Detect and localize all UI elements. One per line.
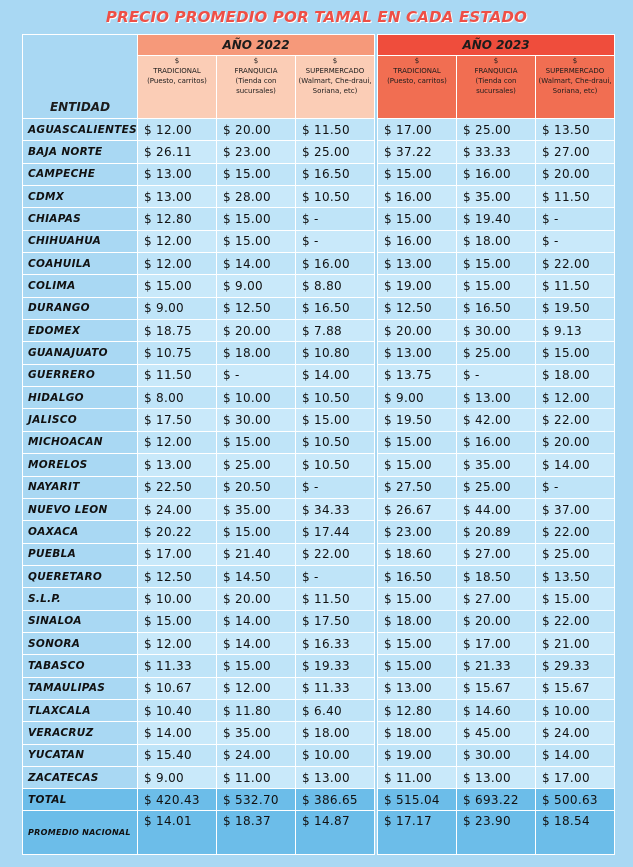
subheader-detail: (Tienda con sucursales) bbox=[235, 77, 277, 95]
price-cell: $ - bbox=[217, 364, 296, 386]
price-cell: $ 15.00 bbox=[378, 588, 457, 610]
price-cell: $ 16.50 bbox=[457, 297, 536, 319]
subheader-2023-2 bbox=[536, 56, 615, 119]
subheader-detail: (Walmart, Che-draui, Soriana, etc) bbox=[298, 77, 372, 95]
table-row bbox=[23, 722, 615, 744]
total-cell: $ 693.22 bbox=[457, 789, 536, 811]
price-cell: $ - bbox=[296, 208, 375, 230]
price-cell: $ 14.60 bbox=[457, 699, 536, 721]
entity-name: JALISCO bbox=[23, 409, 138, 431]
national-average-cell: $ 14.87 bbox=[296, 811, 375, 855]
price-cell: $ 14.00 bbox=[296, 364, 375, 386]
entity-name: SONORA bbox=[23, 632, 138, 654]
price-cell: $ 15.00 bbox=[217, 431, 296, 453]
price-cell: $ 21.40 bbox=[217, 543, 296, 565]
table-row bbox=[23, 253, 615, 275]
entity-name: YUCATAN bbox=[23, 744, 138, 766]
price-cell: $ 18.00 bbox=[378, 610, 457, 632]
price-cell: $ 19.00 bbox=[378, 275, 457, 297]
price-cell: $ 15.00 bbox=[296, 409, 375, 431]
price-cell: $ 15.67 bbox=[536, 677, 615, 699]
price-cell: $ 15.00 bbox=[378, 454, 457, 476]
subheader-name: FRANQUICIA bbox=[474, 67, 518, 75]
price-cell: $ 28.00 bbox=[217, 186, 296, 208]
price-cell: $ - bbox=[536, 476, 615, 498]
table-row bbox=[23, 230, 615, 252]
price-cell: $ 11.50 bbox=[536, 186, 615, 208]
price-cell: $ 12.80 bbox=[378, 699, 457, 721]
price-cell: $ 35.00 bbox=[217, 722, 296, 744]
entity-name: GUANAJUATO bbox=[23, 342, 138, 364]
price-cell: $ 25.00 bbox=[457, 476, 536, 498]
subheader-name: TRADICIONAL bbox=[393, 67, 441, 75]
price-cell: $ 9.00 bbox=[217, 275, 296, 297]
price-cell: $ 14.00 bbox=[536, 454, 615, 476]
price-cell: $ 27.50 bbox=[378, 476, 457, 498]
price-cell: $ 10.50 bbox=[296, 454, 375, 476]
price-cell: $ 18.00 bbox=[217, 342, 296, 364]
price-cell: $ 26.67 bbox=[378, 498, 457, 520]
price-cell: $ 25.00 bbox=[457, 119, 536, 141]
entity-name: SINALOA bbox=[23, 610, 138, 632]
price-cell: $ 13.00 bbox=[378, 253, 457, 275]
price-cell: $ 13.00 bbox=[457, 766, 536, 788]
price-cell: $ 12.00 bbox=[138, 119, 217, 141]
price-cell: $ 16.00 bbox=[378, 230, 457, 252]
price-cell: $ 10.50 bbox=[296, 387, 375, 409]
price-cell: $ 20.00 bbox=[536, 431, 615, 453]
price-cell: $ 15.00 bbox=[378, 655, 457, 677]
table-row bbox=[23, 431, 615, 453]
price-cell: $ 34.33 bbox=[296, 498, 375, 520]
price-cell: $ 17.50 bbox=[138, 409, 217, 431]
subheader-2022-2 bbox=[296, 56, 375, 119]
price-cell: $ 19.33 bbox=[296, 655, 375, 677]
price-cell: $ 12.80 bbox=[138, 208, 217, 230]
price-cell: $ 15.00 bbox=[138, 610, 217, 632]
table-row bbox=[23, 208, 615, 230]
subheader-detail: (Walmart, Che-draui, Soriana, etc) bbox=[538, 77, 612, 95]
price-cell: $ 13.75 bbox=[378, 364, 457, 386]
table-row bbox=[23, 565, 615, 587]
table-row bbox=[23, 655, 615, 677]
price-cell: $ 30.00 bbox=[457, 744, 536, 766]
price-table bbox=[22, 34, 615, 855]
table-row bbox=[23, 364, 615, 386]
price-cell: $ 10.50 bbox=[296, 431, 375, 453]
price-cell: $ 14.00 bbox=[217, 253, 296, 275]
price-cell: $ 17.00 bbox=[378, 119, 457, 141]
price-cell: $ 18.50 bbox=[457, 565, 536, 587]
entity-name: COLIMA bbox=[23, 275, 138, 297]
price-cell: $ 25.00 bbox=[457, 342, 536, 364]
entity-name: ZACATECAS bbox=[23, 766, 138, 788]
table-row bbox=[23, 275, 615, 297]
price-cell: $ 15.67 bbox=[457, 677, 536, 699]
price-cell: $ 13.00 bbox=[457, 387, 536, 409]
entity-name: AGUASCALIENTES bbox=[23, 119, 138, 141]
table-row bbox=[23, 454, 615, 476]
entity-name: CHIHUAHUA bbox=[23, 230, 138, 252]
subheader-symbol: $ bbox=[572, 57, 578, 65]
price-cell: $ 20.00 bbox=[217, 320, 296, 342]
price-cell: $ 16.50 bbox=[296, 163, 375, 185]
entity-column-header: ENTIDAD bbox=[23, 35, 138, 119]
price-cell: $ 33.33 bbox=[457, 141, 536, 163]
table-row bbox=[23, 699, 615, 721]
subheader-symbol: $ bbox=[253, 57, 259, 65]
price-cell: $ 23.00 bbox=[378, 521, 457, 543]
price-cell: $ 15.40 bbox=[138, 744, 217, 766]
page-title: PRECIO PROMEDIO POR TAMAL EN CADA ESTADO bbox=[105, 8, 528, 26]
national-average-cell: $ 17.17 bbox=[378, 811, 457, 855]
price-cell: $ 15.00 bbox=[457, 253, 536, 275]
price-cell: $ 11.80 bbox=[217, 699, 296, 721]
price-cell: $ 13.00 bbox=[378, 677, 457, 699]
price-cell: $ 10.75 bbox=[138, 342, 217, 364]
total-cell: $ 386.65 bbox=[296, 789, 375, 811]
price-cell: $ 13.00 bbox=[138, 186, 217, 208]
price-cell: $ 30.00 bbox=[217, 409, 296, 431]
price-cell: $ 12.50 bbox=[217, 297, 296, 319]
price-cell: $ 18.60 bbox=[378, 543, 457, 565]
price-cell: $ 18.00 bbox=[296, 722, 375, 744]
price-cell: $ 25.00 bbox=[296, 141, 375, 163]
price-cell: $ 16.33 bbox=[296, 632, 375, 654]
price-cell: $ 17.00 bbox=[138, 543, 217, 565]
entity-name: OAXACA bbox=[23, 521, 138, 543]
entity-name: HIDALGO bbox=[23, 387, 138, 409]
price-cell: $ 15.00 bbox=[378, 431, 457, 453]
price-cell: $ 6.40 bbox=[296, 699, 375, 721]
price-cell: $ - bbox=[457, 364, 536, 386]
price-cell: $ 13.00 bbox=[138, 163, 217, 185]
price-cell: $ 24.00 bbox=[138, 498, 217, 520]
price-cell: $ 15.00 bbox=[217, 521, 296, 543]
table-row bbox=[23, 610, 615, 632]
price-cell: $ 20.50 bbox=[217, 476, 296, 498]
price-cell: $ 27.00 bbox=[457, 588, 536, 610]
national-average-cell: $ 23.90 bbox=[457, 811, 536, 855]
price-cell: $ 14.00 bbox=[138, 722, 217, 744]
price-cell: $ 24.00 bbox=[217, 744, 296, 766]
entity-name: CAMPECHE bbox=[23, 163, 138, 185]
price-cell: $ 42.00 bbox=[457, 409, 536, 431]
price-cell: $ 24.00 bbox=[536, 722, 615, 744]
national-average-label: PROMEDIO NACIONAL bbox=[23, 811, 138, 855]
price-cell: $ 14.50 bbox=[217, 565, 296, 587]
price-cell: $ 30.00 bbox=[457, 320, 536, 342]
price-cell: $ 8.80 bbox=[296, 275, 375, 297]
entity-name: BAJA NORTE bbox=[23, 141, 138, 163]
price-cell: $ 10.80 bbox=[296, 342, 375, 364]
table-row bbox=[23, 342, 615, 364]
price-cell: $ 26.11 bbox=[138, 141, 217, 163]
price-cell: $ 19.40 bbox=[457, 208, 536, 230]
price-cell: $ 35.00 bbox=[457, 186, 536, 208]
table-row bbox=[23, 387, 615, 409]
price-cell: $ 20.00 bbox=[378, 320, 457, 342]
subheader-detail: (Puesto, carritos) bbox=[147, 77, 207, 85]
price-cell: $ 15.00 bbox=[378, 208, 457, 230]
price-cell: $ 22.00 bbox=[296, 543, 375, 565]
price-cell: $ 37.22 bbox=[378, 141, 457, 163]
price-cell: $ 12.50 bbox=[138, 565, 217, 587]
table-row bbox=[23, 632, 615, 654]
entity-name: EDOMEX bbox=[23, 320, 138, 342]
price-cell: $ 13.00 bbox=[378, 342, 457, 364]
price-cell: $ 12.00 bbox=[217, 677, 296, 699]
price-cell: $ 16.00 bbox=[378, 186, 457, 208]
price-cell: $ 10.50 bbox=[296, 186, 375, 208]
price-cell: $ 12.00 bbox=[138, 230, 217, 252]
price-cell: $ 10.00 bbox=[138, 588, 217, 610]
subheader-name: TRADICIONAL bbox=[153, 67, 201, 75]
price-cell: $ 44.00 bbox=[457, 498, 536, 520]
price-cell: $ 18.75 bbox=[138, 320, 217, 342]
price-cell: $ 15.00 bbox=[536, 342, 615, 364]
table-row bbox=[23, 543, 615, 565]
price-cell: $ 15.00 bbox=[217, 163, 296, 185]
price-cell: $ 15.00 bbox=[217, 230, 296, 252]
subheader-name: SUPERMERCADO bbox=[545, 67, 605, 75]
price-cell: $ 11.33 bbox=[138, 655, 217, 677]
price-cell: $ 16.00 bbox=[457, 431, 536, 453]
national-average-cell: $ 18.54 bbox=[536, 811, 615, 855]
price-cell: $ 15.00 bbox=[378, 632, 457, 654]
price-cell: $ 13.50 bbox=[536, 565, 615, 587]
price-cell: $ 35.00 bbox=[457, 454, 536, 476]
price-cell: $ 22.50 bbox=[138, 476, 217, 498]
entity-name: PUEBLA bbox=[23, 543, 138, 565]
price-cell: $ 22.00 bbox=[536, 409, 615, 431]
price-cell: $ 11.33 bbox=[296, 677, 375, 699]
table-row bbox=[23, 186, 615, 208]
table-row bbox=[23, 476, 615, 498]
table-row bbox=[23, 588, 615, 610]
price-cell: $ 23.00 bbox=[217, 141, 296, 163]
price-cell: $ 11.00 bbox=[217, 766, 296, 788]
price-cell: $ 12.00 bbox=[138, 253, 217, 275]
price-cell: $ 20.22 bbox=[138, 521, 217, 543]
price-cell: $ 20.00 bbox=[536, 163, 615, 185]
price-cell: $ 15.00 bbox=[457, 275, 536, 297]
price-cell: $ 15.00 bbox=[378, 163, 457, 185]
price-cell: $ 11.00 bbox=[378, 766, 457, 788]
price-cell: $ 14.00 bbox=[217, 610, 296, 632]
price-cell: $ 11.50 bbox=[296, 119, 375, 141]
price-cell: $ 7.88 bbox=[296, 320, 375, 342]
entity-name: CDMX bbox=[23, 186, 138, 208]
entity-name: QUERETARO bbox=[23, 565, 138, 587]
subheader-2023-0 bbox=[378, 56, 457, 119]
price-cell: $ - bbox=[296, 565, 375, 587]
entity-name: COAHUILA bbox=[23, 253, 138, 275]
price-cell: $ 9.00 bbox=[138, 766, 217, 788]
total-cell: $ 420.43 bbox=[138, 789, 217, 811]
price-cell: $ 12.50 bbox=[378, 297, 457, 319]
total-row bbox=[23, 789, 615, 811]
entity-name: MICHOACAN bbox=[23, 431, 138, 453]
price-cell: $ 25.00 bbox=[536, 543, 615, 565]
price-cell: $ 8.00 bbox=[138, 387, 217, 409]
price-cell: $ 25.00 bbox=[217, 454, 296, 476]
price-cell: $ 12.00 bbox=[138, 431, 217, 453]
price-cell: $ 10.00 bbox=[536, 699, 615, 721]
price-cell: $ 17.00 bbox=[536, 766, 615, 788]
price-cell: $ 12.00 bbox=[536, 387, 615, 409]
price-cell: $ 19.00 bbox=[378, 744, 457, 766]
price-cell: $ 37.00 bbox=[536, 498, 615, 520]
table-row bbox=[23, 320, 615, 342]
price-cell: $ 9.00 bbox=[378, 387, 457, 409]
national-average-cell: $ 14.01 bbox=[138, 811, 217, 855]
table-row bbox=[23, 521, 615, 543]
price-cell: $ 11.50 bbox=[296, 588, 375, 610]
entity-name: TLAXCALA bbox=[23, 699, 138, 721]
entity-name: DURANGO bbox=[23, 297, 138, 319]
price-cell: $ 22.00 bbox=[536, 253, 615, 275]
subheader-detail: (Puesto, carritos) bbox=[387, 77, 447, 85]
entity-name: S.L.P. bbox=[23, 588, 138, 610]
price-cell: $ 17.50 bbox=[296, 610, 375, 632]
price-cell: $ 20.00 bbox=[217, 588, 296, 610]
price-cell: $ 27.00 bbox=[457, 543, 536, 565]
subheader-name: FRANQUICIA bbox=[234, 67, 278, 75]
price-cell: $ 14.00 bbox=[217, 632, 296, 654]
price-cell: $ 35.00 bbox=[217, 498, 296, 520]
table-row bbox=[23, 409, 615, 431]
national-average-cell: $ 18.37 bbox=[217, 811, 296, 855]
table-row bbox=[23, 119, 615, 141]
price-cell: $ 18.00 bbox=[378, 722, 457, 744]
price-cell: $ 17.44 bbox=[296, 521, 375, 543]
price-cell: $ 9.00 bbox=[138, 297, 217, 319]
price-cell: $ 15.00 bbox=[536, 588, 615, 610]
subheader-symbol: $ bbox=[174, 57, 180, 65]
national-average-row bbox=[23, 811, 615, 855]
subheader-symbol: $ bbox=[493, 57, 499, 65]
price-cell: $ 14.00 bbox=[536, 744, 615, 766]
entity-name: NUEVO LEON bbox=[23, 498, 138, 520]
price-cell: $ 16.50 bbox=[296, 297, 375, 319]
entity-name: GUERRERO bbox=[23, 364, 138, 386]
price-cell: $ 11.50 bbox=[138, 364, 217, 386]
total-cell: $ 515.04 bbox=[378, 789, 457, 811]
table-row bbox=[23, 141, 615, 163]
price-cell: $ - bbox=[536, 230, 615, 252]
price-cell: $ 15.00 bbox=[138, 275, 217, 297]
subheader-name: SUPERMERCADO bbox=[305, 67, 365, 75]
price-cell: $ 27.00 bbox=[536, 141, 615, 163]
price-cell: $ 19.50 bbox=[536, 297, 615, 319]
price-cell: $ 16.00 bbox=[457, 163, 536, 185]
subheader-2022-0 bbox=[138, 56, 217, 119]
price-cell: $ 20.89 bbox=[457, 521, 536, 543]
price-cell: $ 22.00 bbox=[536, 521, 615, 543]
total-cell: $ 500.63 bbox=[536, 789, 615, 811]
total-label: TOTAL bbox=[23, 789, 138, 811]
price-cell: $ 13.50 bbox=[536, 119, 615, 141]
price-cell: $ 12.00 bbox=[138, 632, 217, 654]
price-cell: $ 9.13 bbox=[536, 320, 615, 342]
entity-name: MORELOS bbox=[23, 454, 138, 476]
price-cell: $ 18.00 bbox=[457, 230, 536, 252]
price-cell: $ 10.40 bbox=[138, 699, 217, 721]
year-2023-header: AÑO 2023 bbox=[378, 35, 615, 56]
total-cell: $ 532.70 bbox=[217, 789, 296, 811]
table-row bbox=[23, 677, 615, 699]
price-cell: $ 29.33 bbox=[536, 655, 615, 677]
table-row bbox=[23, 498, 615, 520]
price-cell: $ 21.33 bbox=[457, 655, 536, 677]
price-cell: $ 15.00 bbox=[217, 655, 296, 677]
price-cell: $ 11.50 bbox=[536, 275, 615, 297]
price-cell: $ 13.00 bbox=[296, 766, 375, 788]
price-cell: $ 10.00 bbox=[296, 744, 375, 766]
price-cell: $ - bbox=[536, 208, 615, 230]
entity-name: CHIAPAS bbox=[23, 208, 138, 230]
price-cell: $ 10.00 bbox=[217, 387, 296, 409]
price-cell: $ 13.00 bbox=[138, 454, 217, 476]
price-cell: $ 17.00 bbox=[457, 632, 536, 654]
price-cell: $ 45.00 bbox=[457, 722, 536, 744]
subheader-symbol: $ bbox=[414, 57, 420, 65]
table-row bbox=[23, 297, 615, 319]
table-row bbox=[23, 163, 615, 185]
subheader-2022-1 bbox=[217, 56, 296, 119]
table-row bbox=[23, 766, 615, 788]
price-cell: $ 20.00 bbox=[217, 119, 296, 141]
price-cell: $ - bbox=[296, 476, 375, 498]
price-cell: $ 18.00 bbox=[536, 364, 615, 386]
price-cell: $ 20.00 bbox=[457, 610, 536, 632]
subheader-symbol: $ bbox=[332, 57, 338, 65]
price-cell: $ 21.00 bbox=[536, 632, 615, 654]
entity-name: TAMAULIPAS bbox=[23, 677, 138, 699]
subheader-2023-1 bbox=[457, 56, 536, 119]
price-cell: $ 19.50 bbox=[378, 409, 457, 431]
table-row bbox=[23, 744, 615, 766]
subheader-detail: (Tienda con sucursales) bbox=[475, 77, 517, 95]
year-2022-header: AÑO 2022 bbox=[138, 35, 375, 56]
price-cell: $ 15.00 bbox=[217, 208, 296, 230]
entity-name: NAYARIT bbox=[23, 476, 138, 498]
price-cell: $ 16.50 bbox=[378, 565, 457, 587]
price-cell: $ 22.00 bbox=[536, 610, 615, 632]
entity-name: VERACRUZ bbox=[23, 722, 138, 744]
price-cell: $ 16.00 bbox=[296, 253, 375, 275]
entity-name: TABASCO bbox=[23, 655, 138, 677]
price-cell: $ 10.67 bbox=[138, 677, 217, 699]
price-cell: $ - bbox=[296, 230, 375, 252]
